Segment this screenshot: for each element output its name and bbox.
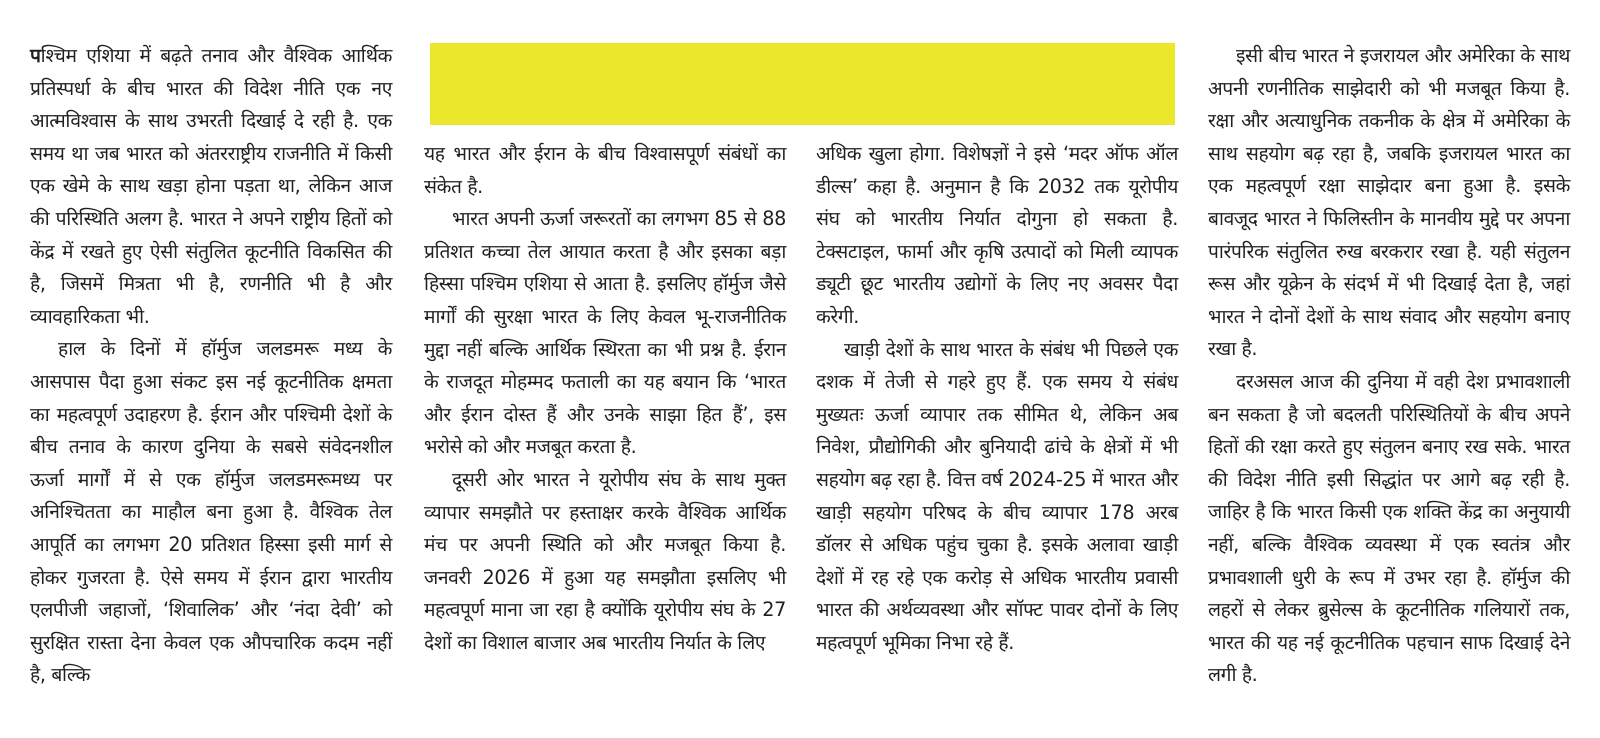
article-column-2: [424, 138, 786, 660]
article-paragraph: दरअसल आज की दुनिया में वही देश प्रभावशाली बन सकता है जो बदलती परिस्थितियों के बीच अपने हितों की रक्षा करते हुए संतुलन बनाए रख सके. भारत की विदेश नीति इसी सिद्धांत पर आगे बढ़ रही है. जाहिर है कि भारत किसी एक शक्ति केंद्र का अनुयायी नहीं, बल्कि वैश्विक व्यवस्था में एक स्वतंत्र और प्रभावशाली धुरी के रूप में उभर रहा है. हॉर्मुज की लहरों से लेकर ब्रुसेल्स के कूटनीतिक गलियारों तक, भारत की यह नई कूटनीतिक पहचान साफ दिखाई देने लगी है.: [1208, 369, 1570, 687]
article-column-3: [816, 138, 1178, 660]
article-paragraph: खाड़ी देशों के साथ भारत के संबंध भी पिछले एक दशक में तेजी से गहरे हुए हैं. एक समय ये संबंध मुख्यतः ऊर्जा व्यापार तक सीमित थे, लेकिन अब निवेश, प्रौद्योगिकी और बुनियादी ढांचे के क्षेत्रों में भी सहयोग बढ़ रहा है. वित्त वर्ष 2024-25 में भारत और खाड़ी सहयोग परिषद के बीच व्यापार 178 अरब डॉलर से अधिक पहुंच चुका है. इसके अलावा खाड़ी देशों में रह रहे एक करोड़ से अधिक भारतीय प्रवासी भारत की अर्थव्यवस्था और सॉफ्ट पावर दोनों के लिए महत्वपूर्ण भूमिका निभा रहे हैं.: [816, 337, 1178, 654]
article-column-4: [1208, 40, 1570, 692]
article-paragraph: यह भारत और ईरान के बीच विश्वासपूर्ण संबंधों का संकेत है.: [424, 142, 786, 198]
paragraph-text: श्चिम एशिया में बढ़ते तनाव और वैश्विक आर्थिक प्रतिस्पर्धा के बीच भारत की विदेश नीति एक नए आत्मविश्वास के साथ उभरती दिखाई दे रही है. एक समय था जब भारत को अंतरराष्ट्रीय राजनीति में किसी एक खेमे के साथ खड़ा होना पड़ता था, लेकिन आज की परिस्थिति अलग है. भारत ने अपने राष्ट्रीय हितों को केंद्र में रखते हुए ऐसी संतुलित कूटनीति विकसित की है, जिसमें मित्रता भी है, रणनीति भी है और व्यावहारिकता भी.: [30, 44, 392, 328]
drop-cap-letter: प: [30, 44, 41, 67]
article-paragraph: हाल के दिनों में हॉर्मुज जलडमरू मध्य के आसपास पैदा हुआ संकट इस नई कूटनीतिक क्षमता का महत्वपूर्ण उदाहरण है. ईरान और पश्चिमी देशों के बीच तनाव के कारण दुनिया के सबसे संवेदनशील ऊर्जा मार्गों में से एक हॉर्मुज जलडमरूमध्य पर अनिश्चितता का माहौल बना हुआ है. वैश्विक तेल आपूर्ति का लगभग 20 प्रतिशत हिस्सा इसी मार्ग से होकर गुजरता है. ऐसे समय में ईरान द्वारा भारतीय एलपीजी जहाजों, ‘शिवालिक’ और ‘नंदा देवी’ को सुरक्षित रास्ता देना केवल एक औपचारिक कदम नहीं है, बल्कि: [30, 337, 392, 687]
yellow-highlight-bar: [430, 43, 1175, 125]
article-column-1: [30, 40, 392, 692]
article-paragraph: [30, 40, 392, 333]
article-paragraph: दूसरी ओर भारत ने यूरोपीय संघ के साथ मुक्त व्यापार समझौते पर हस्ताक्षर करके वैश्विक आर्थिक मंच पर अपनी स्थिति को और मजबूत किया है. जनवरी 2026 में हुआ यह समझौता इसलिए भी महत्वपूर्ण माना जा रहा है क्योंकि यूरोपीय संघ के 27 देशों का विशाल बाजार अब भारतीय निर्यात के लिए: [424, 467, 786, 654]
article-paragraph: अधिक खुला होगा. विशेषज्ञों ने इसे ‘मदर ऑफ ऑल डील्स’ कहा है. अनुमान है कि 2032 तक यूरोपीय संघ को भारतीय निर्यात दोगुना हो सकता है. टेक्सटाइल, फार्मा और कृषि उत्पादों को मिली व्यापक ड्यूटी छूट भारतीय उद्योगों के लिए नए अवसर पैदा करेगी.: [816, 142, 1178, 328]
article-paragraph: भारत अपनी ऊर्जा जरूरतों का लगभग 85 से 88 प्रतिशत कच्चा तेल आयात करता है और इसका बड़ा हिस्सा पश्चिम एशिया से आता है. इसलिए हॉर्मुज जैसे मार्गों की सुरक्षा भारत के लिए केवल भू-राजनीतिक मुद्दा नहीं बल्कि आर्थिक स्थिरता का भी प्रश्न है. ईरान के राजदूत मोहम्मद फताली का यह बयान कि ‘भारत और ईरान दोस्त हैं और उनके साझा हित हैं’, इस भरोसे को और मजबूत करता है.: [424, 207, 786, 459]
article-paragraph: इसी बीच भारत ने इजरायल और अमेरिका के साथ अपनी रणनीतिक साझेदारी को भी मजबूत किया है. रक्षा और अत्याधुनिक तकनीक के क्षेत्र में अमेरिका के साथ सहयोग बढ़ रहा है, जबकि इजरायल भारत का एक महत्वपूर्ण रक्षा साझेदार बना हुआ है. इसके बावजूद भारत ने फिलिस्तीन के मानवीय मुद्दे पर अपना पारंपरिक संतुलित रुख बरकरार रखा है. यही संतुलन रूस और यूक्रेन के संदर्भ में भी दिखाई देता है, जहां भारत ने दोनों देशों के साथ संवाद और सहयोग बनाए रखा है.: [1208, 44, 1570, 361]
